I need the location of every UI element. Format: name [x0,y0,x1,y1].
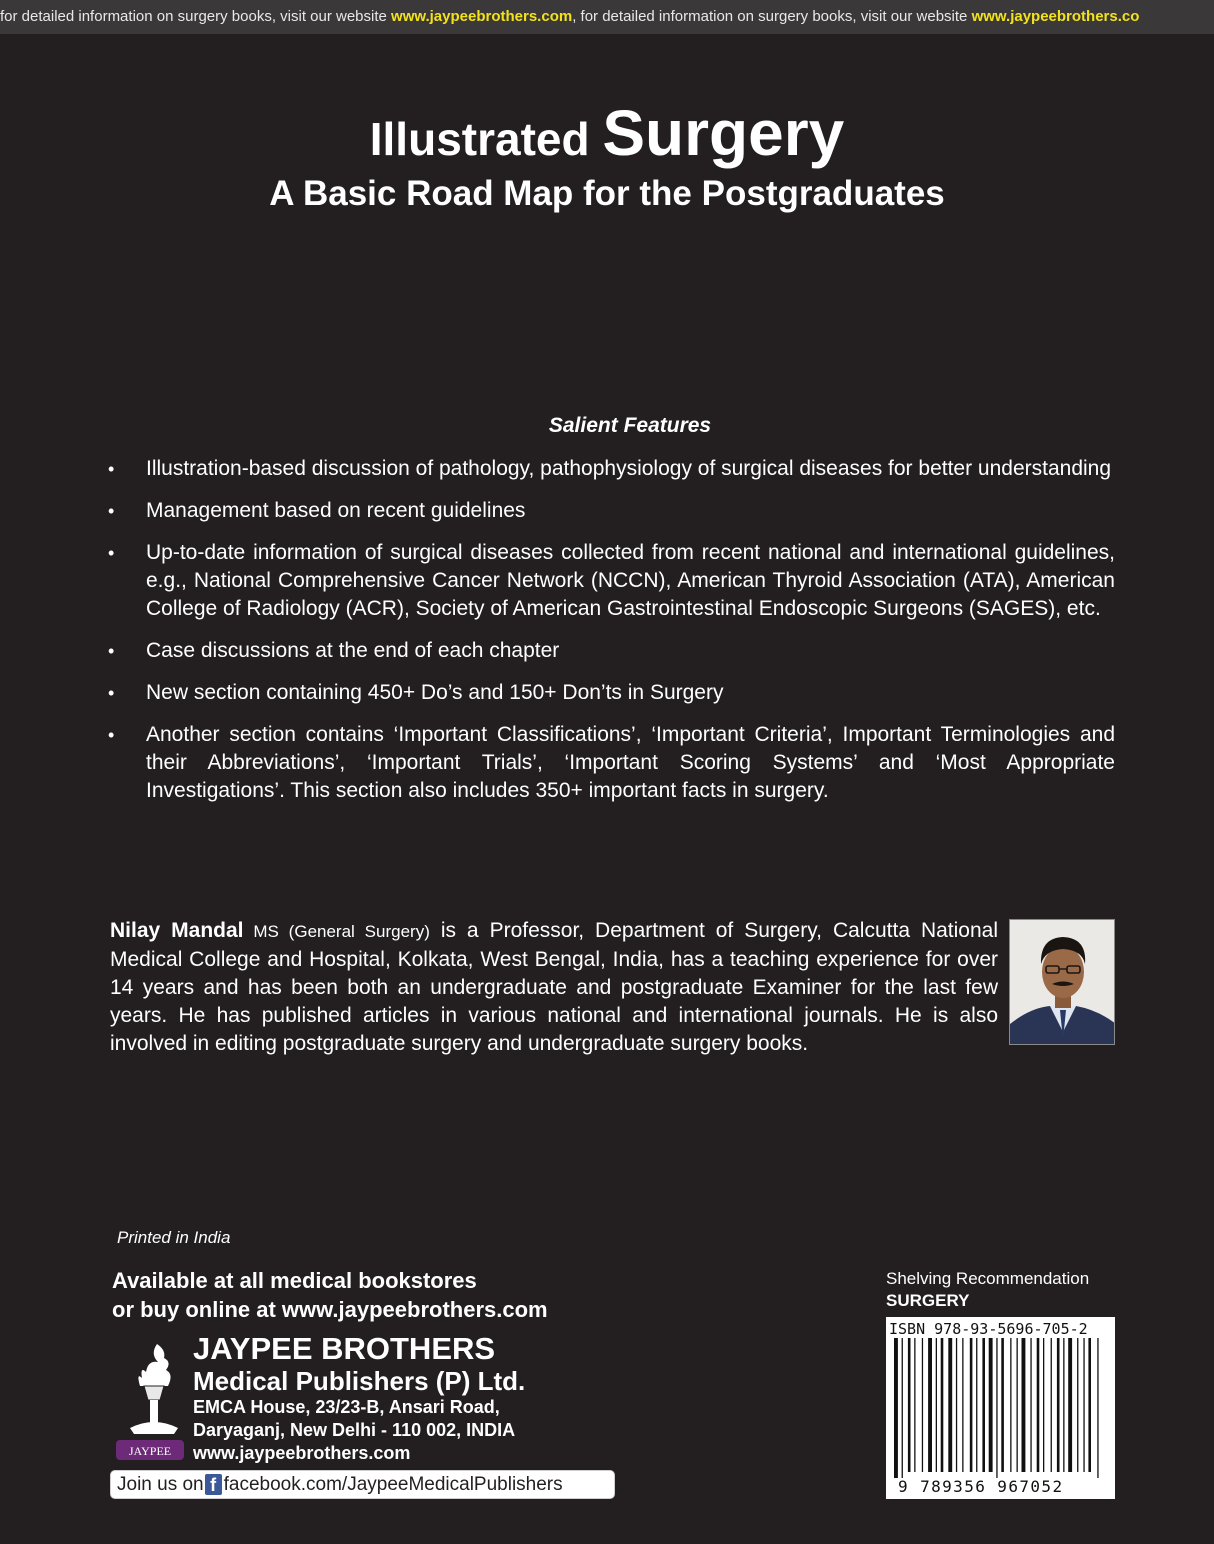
barcode-bar [1010,1338,1011,1472]
isbn-barcode [886,1317,1115,1499]
author-name: Nilay Mandal [110,919,244,942]
publisher-website[interactable]: www.jaypeebrothers.com [193,1443,411,1463]
author-bio-text: is a Professor, Department of Surgery, Calcutta National Medical College and Hospital, Kolkata, West Bengal, India, has a teaching experience for over 14 years and has been both an undergraduate and postgraduate Examiner for the last few years. He has published articles in various national and international journals. He is also involved in editing postgraduate surgery and undergraduate surgery books. [110,919,999,1055]
feature-item: • New section containing 450+ Do’s and 150+ Don’ts in Surgery [108,679,1115,707]
availability-text [112,1266,548,1324]
book-title-part-2: Surgery [602,97,845,169]
barcode-bar [1068,1338,1072,1472]
publisher-address-1: EMCA House, 23/23-B, Ansari Road, [193,1397,500,1417]
barcode-digits: 9 789356 967052 [898,1477,1064,1496]
barcode-bar [902,1338,903,1478]
feature-item: • Case discussions at the end of each chapter [108,637,1115,665]
feature-item: • Another section contains ‘Important Classifications’, ‘Important Criteria’, Important Terminologies and their Abbreviations’, ‘Important Trials’, ‘Important Scoring Systems’ and ‘Most Appropriate Investigations’. This section also includes 350+ important facts in surgery. [108,721,1115,805]
barcode-bar [976,1338,977,1472]
barcode-bar [928,1338,932,1472]
author-photo [1009,919,1115,1045]
logo-text: JAYPEE [128,1444,172,1458]
barcode-bar [1057,1338,1060,1472]
barcode-bar [970,1338,973,1472]
barcode-bar [908,1338,911,1472]
barcode-bar [1017,1338,1018,1472]
promo-text-1: for detailed information on surgery books, visit our website [0,8,392,25]
barcode-bar [1030,1338,1031,1472]
shelving-category: SURGERY [886,1291,970,1310]
promo-text-2: , for detailed information on surgery books, visit our website [572,8,972,25]
barcode-bar [1083,1338,1084,1472]
barcode-bar [936,1338,937,1472]
feature-item: • Up-to-date information of surgical diseases collected from recent national and international guidelines, e.g., National Comprehensive Cancer Network (NCCN), American Thyroid Association (ATA), American College of Radiology (ACR), Society of American Gastrointestinal Endoscopic Surgeons (SAGES), etc. [108,539,1115,623]
website-link-2[interactable]: www.jaypeebrothers.co [971,8,1140,25]
printed-in-india: Printed in India [117,1228,231,1247]
barcode-bar [1043,1338,1044,1472]
book-subtitle: A Basic Road Map for the Postgraduates [269,174,945,213]
barcode-bar [1001,1338,1004,1472]
book-title-block [0,96,1214,214]
barcode-bar [914,1338,915,1472]
barcode-bar [948,1338,952,1472]
torch-icon [112,1342,188,1460]
barcode-bar [982,1338,985,1472]
publisher-name: JAYPEE BROTHERS [193,1331,496,1366]
isbn-label: ISBN 978-93-5696-705-2 [889,1320,1088,1338]
publisher-address-2: Daryaganj, New Delhi - 110 002, INDIA [193,1420,516,1440]
feature-item: • Illustration-based discussion of pathology, pathophysiology of surgical diseases for better understanding [108,455,1115,483]
barcode-bar [894,1338,898,1478]
barcode-bar [1063,1338,1064,1472]
barcode-bar [996,1338,997,1478]
barcode-bar [1037,1338,1040,1472]
features-list [108,455,1115,819]
facebook-icon: f [205,1474,222,1495]
barcode-bar [1022,1338,1026,1472]
availability-line-2: or buy online at www.jaypeebrothers.com [112,1297,548,1322]
feature-item: • Management based on recent guidelines [108,497,1115,525]
author-degree: MS (General Surgery) [243,922,430,941]
features-heading: Salient Features [548,414,712,437]
barcode-bars [892,1338,1108,1478]
publisher-info [193,1332,525,1465]
barcode-bar [1051,1338,1052,1472]
book-title [0,96,1214,170]
barcode-bar [962,1338,963,1472]
publisher-subname: Medical Publishers (P) Ltd. [193,1366,526,1396]
author-bio [110,917,998,1058]
barcode-bar [922,1338,923,1472]
barcode-bar [1097,1338,1098,1478]
barcode-bar [989,1338,993,1472]
social-link[interactable] [110,1470,615,1499]
social-prefix: Join us on [117,1474,204,1495]
availability-line-1: Available at all medical bookstores [112,1268,477,1293]
book-title-part-1: Illustrated [369,113,603,165]
barcode-bar [1088,1338,1091,1472]
barcode-bar [941,1338,944,1472]
shelving-label: Shelving Recommendation [886,1269,1090,1288]
social-handle[interactable]: facebook.com/JaypeeMedicalPublishers [223,1474,563,1495]
barcode-bar [956,1338,957,1472]
website-link-1[interactable]: www.jaypeebrothers.com [391,8,573,25]
barcode-bar [1077,1338,1078,1472]
shelving-recommendation [886,1268,1089,1312]
publisher-logo [112,1342,188,1460]
promo-strip [0,0,1214,34]
